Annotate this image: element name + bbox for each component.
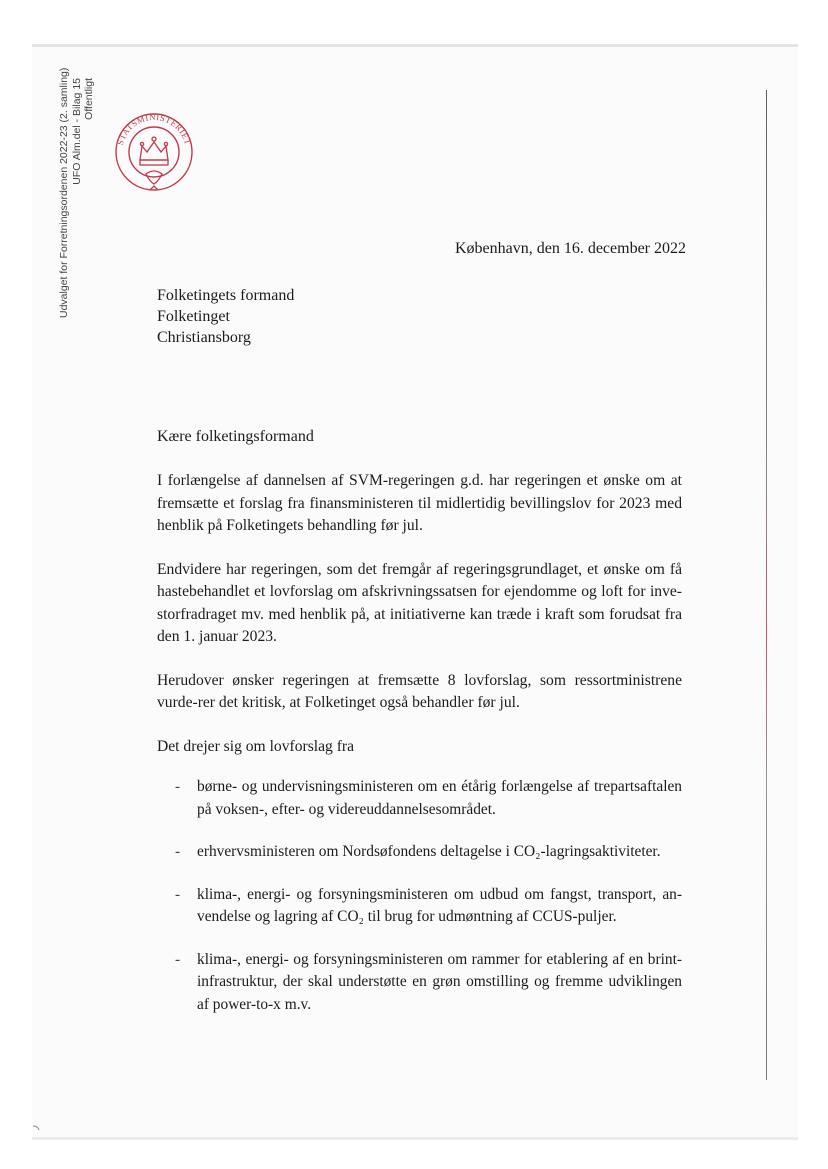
body-paragraph: Endvidere har regeringen, som det fremgår af regeringsgrundlaget, et ønske om få hastebehandlet et lovforslag om afskrivningssatsen for ejendomme og loft for inve-storfradraget mv. med henblik på, at initiativerne kan træde i kraft som forudsat fra den 1. januar 2023. xyxy=(157,560,682,645)
statsministeriet-seal-icon xyxy=(112,110,196,200)
letter-body xyxy=(157,470,682,779)
list-item xyxy=(175,884,682,929)
body-paragraph: Det drejer sig om lovforslag fra xyxy=(157,737,355,755)
body-paragraph: I forlængelse af dannelsen af SVM-regeringen g.d. har regeringen et ønske om at fremsætte et forslag fra finansministeren til midlertidig bevillingslov for 2023 med henblik på Folketingets behandling før jul. xyxy=(157,472,682,534)
list-item-text: klima-, energi- og forsyningsministeren om rammer for etablering af en brint-infrastruktur, der skal understøtte en grøn omstilling og fremme udviklingen af power-to-x m.v. xyxy=(197,950,682,1013)
scan-corner-mark-icon xyxy=(32,1124,42,1134)
address-line: Christiansborg xyxy=(157,329,251,346)
archive-stamp-status: Offentligt xyxy=(83,78,95,120)
recipient-address xyxy=(157,285,294,348)
salutation: Kære folketingsformand xyxy=(157,428,314,445)
list-item xyxy=(175,949,682,1017)
bill-list xyxy=(175,776,682,1036)
scan-edge-line xyxy=(766,90,767,1080)
archive-stamp-reference: UFO Alm.del - Bilag 15 xyxy=(70,78,83,185)
list-item-text: erhvervsministeren om Nordsøfondens deltagelse i CO₂-lagringsaktiviteter. xyxy=(197,843,661,860)
list-item xyxy=(175,776,682,821)
list-item-text: klima-, energi- og forsyningsministeren om udbud om fangst, transport, an-vendelse og lagring af CO₂ til brug for udmøntning af CCUS-puljer. xyxy=(197,885,682,925)
letter-date: København, den 16. december 2022 xyxy=(454,240,686,257)
list-bullet: - xyxy=(175,885,181,903)
list-bullet: - xyxy=(175,778,181,795)
seal-text: STATSMINISTERIET xyxy=(114,111,194,147)
list-item-text: børne- og undervisningsministeren om en étårig forlængelse af trepartsaftalen på voksen-, efter- og videreuddannelsesområdet. xyxy=(197,778,682,818)
address-line: Folketinget xyxy=(157,308,230,325)
list-bullet: - xyxy=(175,950,181,968)
body-paragraph: Herudover ønsker regeringen at fremsætte 8 lovforslag, som ressortministrene vurde-rer det kritisk, at Folketinget også behandler før jul. xyxy=(157,671,682,711)
list-bullet: - xyxy=(175,843,181,860)
archive-stamp xyxy=(58,67,96,318)
address-line: Folketingets formand xyxy=(157,287,295,304)
list-item xyxy=(175,841,682,864)
archive-stamp-committee: Udvalget for Forretningsordenen 2022-23 (2. samling) xyxy=(58,67,70,318)
